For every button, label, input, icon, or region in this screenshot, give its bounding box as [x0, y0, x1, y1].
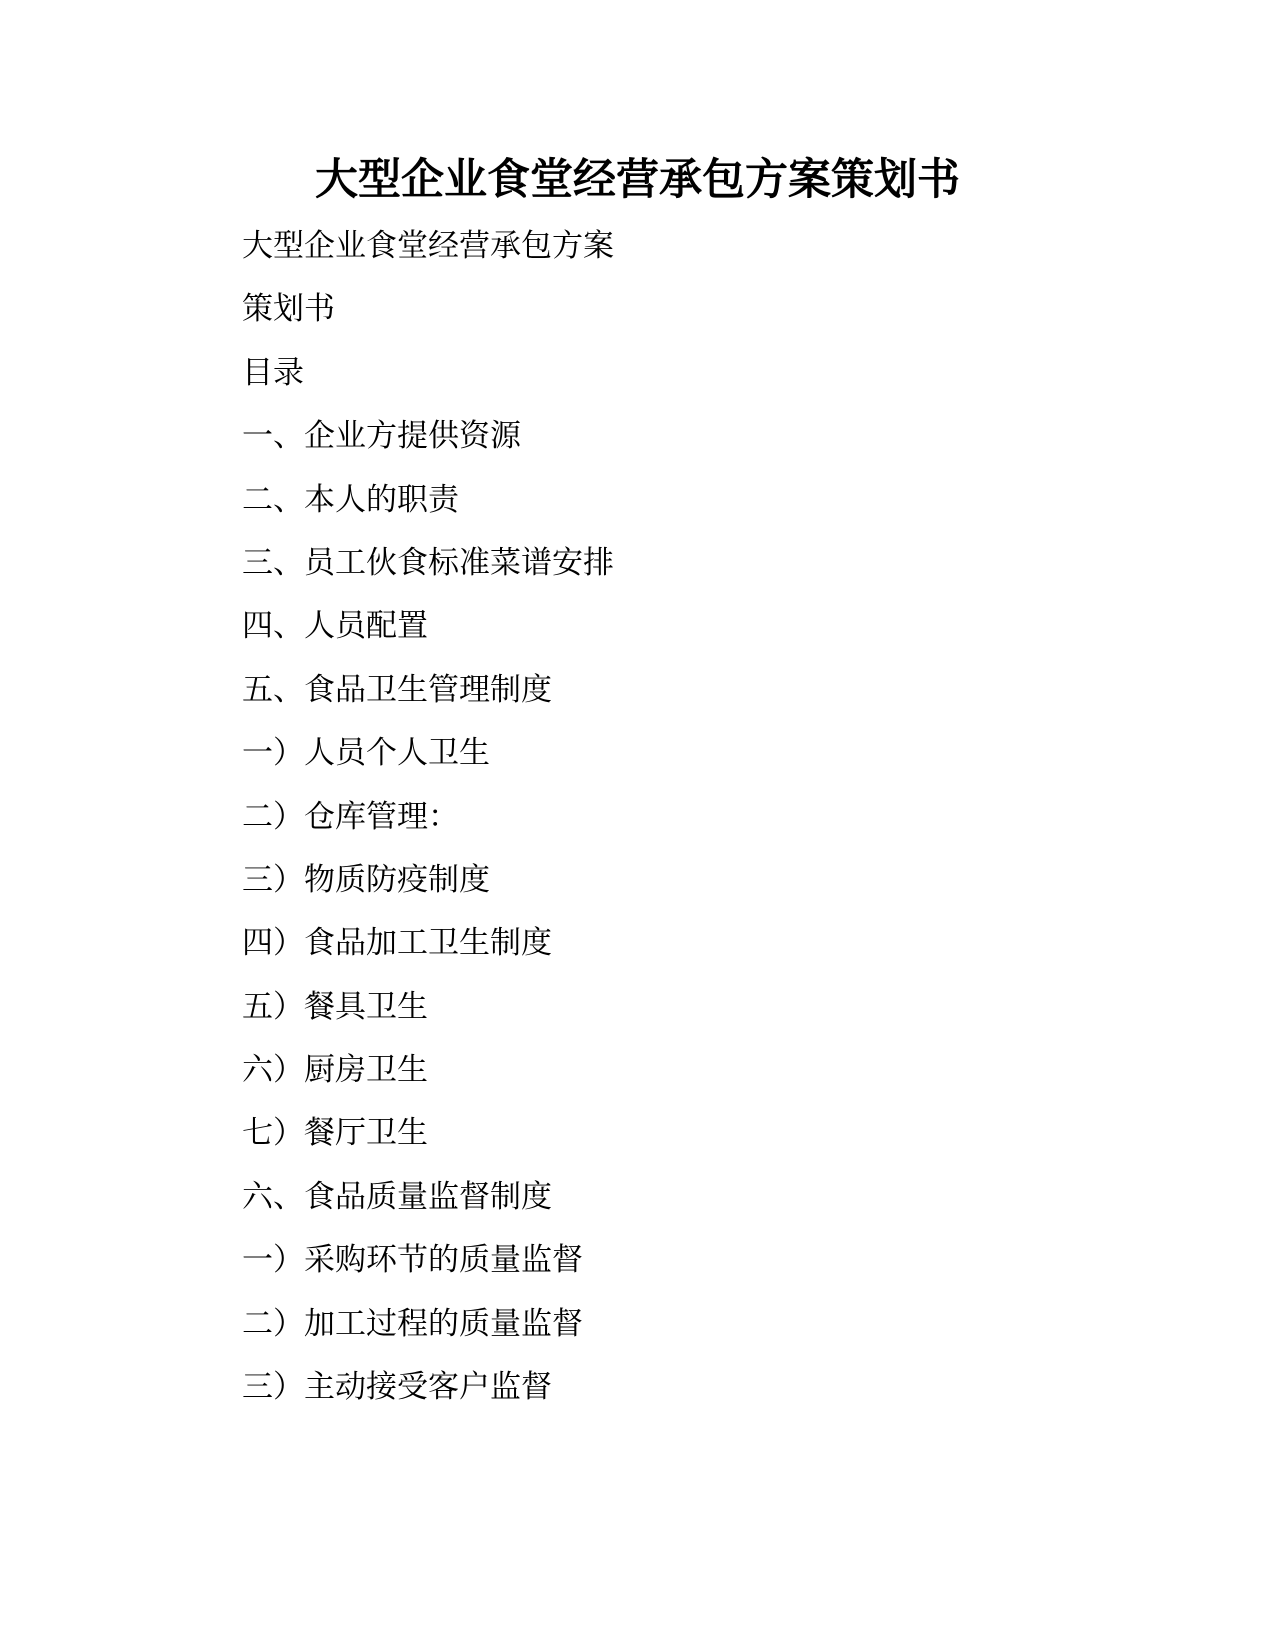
subtitle-line: 策划书 — [242, 291, 335, 328]
toc-subitem: 三）主动接受客户监督 — [242, 1369, 552, 1406]
toc-subitem: 一）人员个人卫生 — [242, 735, 490, 772]
toc-heading: 目录 — [242, 354, 304, 391]
toc-item: 二、本人的职责 — [242, 481, 459, 518]
toc-item: 四、人员配置 — [242, 608, 428, 645]
table-of-contents — [242, 220, 1142, 1424]
toc-item: 五、食品卫生管理制度 — [242, 671, 552, 708]
document-title: 大型企业食堂经营承包方案策划书 — [315, 155, 960, 205]
toc-subitem: 三）物质防疫制度 — [242, 861, 490, 898]
toc-subitem: 一）采购环节的质量监督 — [242, 1242, 583, 1279]
toc-subitem: 五）餐具卫生 — [242, 988, 428, 1025]
toc-subitem: 四）食品加工卫生制度 — [242, 925, 552, 962]
toc-item: 六、食品质量监督制度 — [242, 1178, 552, 1215]
toc-item: 一、企业方提供资源 — [242, 418, 521, 455]
toc-subitem: 六）厨房卫生 — [242, 1052, 428, 1089]
toc-subitem: 七）餐厅卫生 — [242, 1115, 428, 1152]
subtitle-line: 大型企业食堂经营承包方案 — [242, 228, 614, 264]
toc-item: 三、员工伙食标准菜谱安排 — [242, 544, 614, 581]
toc-subitem: 二）仓库管理： — [242, 798, 459, 835]
toc-subitem: 二）加工过程的质量监督 — [242, 1305, 583, 1342]
